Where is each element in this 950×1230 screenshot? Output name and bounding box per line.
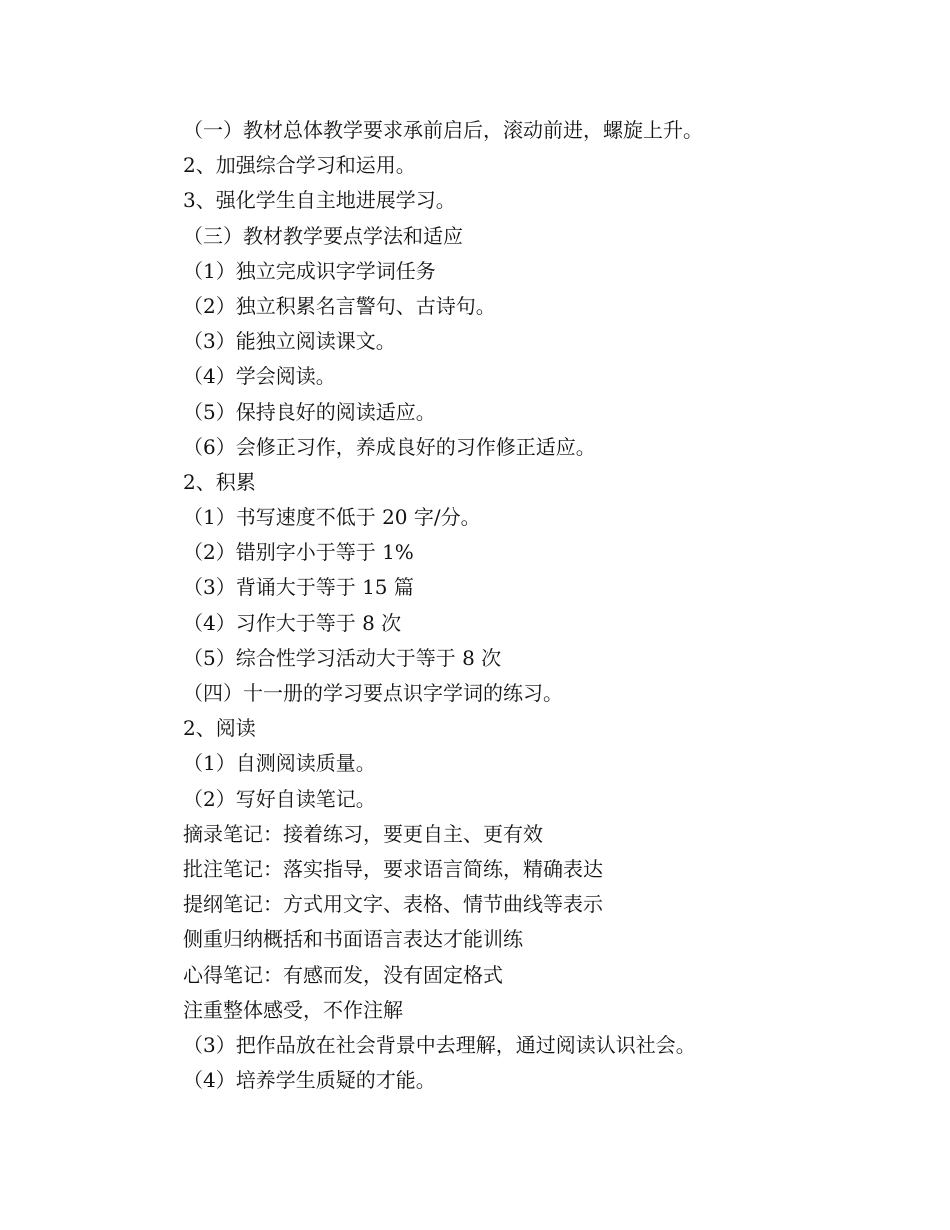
text-line: 2、加强综合学习和运用。	[183, 153, 416, 178]
text-line: 3、强化学生自主地进展学习。	[183, 188, 456, 213]
text-line: （3）背诵大于等于 15 篇	[183, 575, 414, 600]
text-line: （3）把作品放在社会背景中去理解，通过阅读认识社会。	[183, 1032, 696, 1057]
text-line: 2、积累	[183, 469, 256, 494]
text-line: 心得笔记：有感而发，没有固定格式	[183, 962, 503, 987]
text-line: 提纲笔记：方式用文字、表格、情节曲线等表示	[183, 892, 603, 917]
text-line: （4）学会阅读。	[183, 364, 336, 389]
text-line: 批注笔记：落实指导，要求语言简练，精确表达	[183, 856, 603, 881]
text-line: 2、阅读	[183, 716, 256, 741]
text-line: 侧重归纳概括和书面语言表达才能训练	[183, 927, 523, 952]
text-line: （6）会修正习作，养成良好的习作修正适应。	[183, 434, 596, 459]
text-line: 注重整体感受，不作注解	[183, 997, 403, 1022]
text-line: （5）保持良好的阅读适应。	[183, 399, 436, 424]
text-line: （2）错别字小于等于 1%	[183, 540, 414, 565]
document-body	[183, 113, 883, 1098]
section-heading: （四）十一册的学习要点识字学词的练习。	[183, 681, 563, 705]
section-heading: （三）教材教学要点学法和适应	[183, 223, 463, 248]
text-line: （1）书写速度不低于 20 字/分。	[183, 505, 481, 530]
text-line: （3）能独立阅读课文。	[183, 329, 396, 354]
text-line: （4）习作大于等于 8 次	[183, 610, 402, 635]
text-line: （一）教材总体教学要求承前启后，滚动前进，螺旋上升。	[183, 118, 703, 142]
text-line: （1）独立完成识字学词任务	[183, 258, 436, 283]
text-line: （5）综合性学习活动大于等于 8 次	[183, 645, 502, 670]
text-line: （2）独立积累名言警句、古诗句。	[183, 293, 496, 318]
text-line: （4）培养学生质疑的才能。	[183, 1068, 436, 1093]
text-line: （1）自测阅读质量。	[183, 751, 376, 776]
text-line: （2）写好自读笔记。	[183, 786, 376, 811]
text-line: 摘录笔记：接着练习，要更自主、更有效	[183, 821, 543, 846]
